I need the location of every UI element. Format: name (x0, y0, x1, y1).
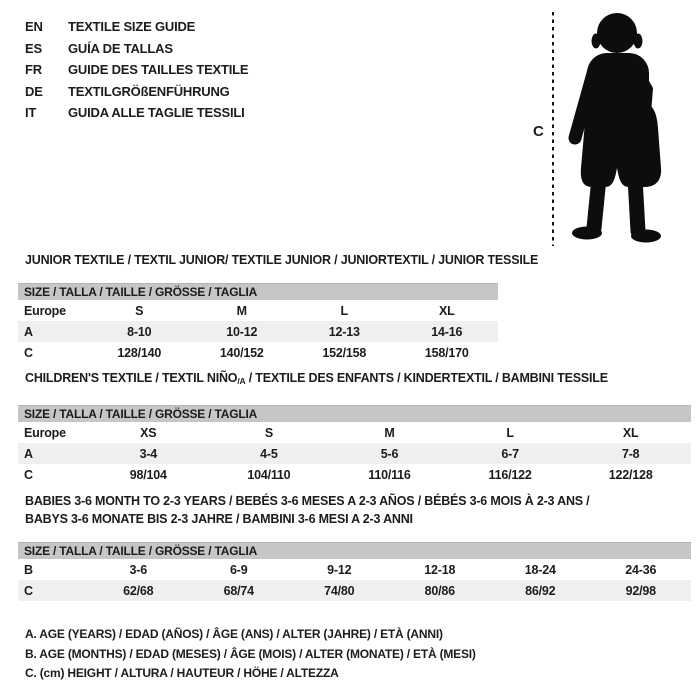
junior-size-table (18, 283, 498, 363)
row-label: Europe (24, 425, 66, 440)
babies-title-line1: BABIES 3-6 MONTH TO 2-3 YEARS / BEBÉS 3-6 MESES A 2-3 AÑOS / BÉBÉS 3-6 MOIS À 2-3 ANS / (25, 494, 590, 508)
language-title: GUIDA ALLE TAGLIE TESSILI (68, 105, 245, 121)
height-cell: 74/80 (324, 583, 355, 598)
row-label: C (24, 467, 33, 482)
table-row-height-cm (18, 464, 691, 485)
age-cell: 3-6 (129, 562, 147, 577)
size-cell: L (506, 425, 514, 440)
table-row-height-cm (18, 580, 691, 601)
legend-age-months: B. AGE (MONTHS) / EDAD (MESES) / ÂGE (MOIS) / ALTER (MONATE) / ETÀ (MESI) (25, 646, 476, 661)
language-code: EN (25, 19, 43, 35)
language-title: GUIDE DES TAILLES TEXTILE (68, 62, 249, 78)
height-cell: 92/98 (625, 583, 656, 598)
age-cell: 12-13 (328, 324, 360, 339)
height-cell: 68/74 (223, 583, 254, 598)
height-cell: 86/92 (525, 583, 556, 598)
language-row-en (25, 16, 248, 38)
language-row-it (25, 102, 248, 124)
age-cell: 7-8 (621, 446, 640, 461)
age-cell: 4-5 (260, 446, 278, 461)
age-cell: 24-36 (625, 562, 657, 577)
babies-size-table (18, 542, 691, 601)
row-label: A (24, 446, 33, 461)
table-row-age-years (18, 321, 498, 342)
height-cell: 152/158 (322, 345, 367, 360)
babies-title-line2: BABYS 3-6 MONATE BIS 2-3 JAHRE / BAMBINI 3-6 MESI A 2-3 ANNI (25, 512, 413, 526)
height-cell: 104/110 (247, 467, 291, 482)
height-cell: 62/68 (123, 583, 154, 598)
age-cell: 6-9 (230, 562, 248, 577)
junior-section-title: JUNIOR TEXTILE / TEXTIL JUNIOR/ TEXTILE JUNIOR / JUNIORTEXTIL / JUNIOR TESSILE (25, 253, 539, 267)
size-header-bar: SIZE / TALLA / TAILLE / GRÖSSE / TAGLIA (18, 542, 691, 559)
babies-section-title (25, 492, 589, 528)
height-dotted-line (552, 12, 554, 246)
size-cell: XL (438, 303, 455, 318)
age-cell: 18-24 (524, 562, 556, 577)
language-code: DE (25, 83, 43, 99)
children-size-table (18, 405, 691, 485)
size-cell: M (236, 303, 247, 318)
age-cell: 5-6 (380, 446, 399, 461)
size-cell: M (384, 425, 395, 440)
row-label: C (24, 583, 33, 598)
language-code: FR (25, 62, 42, 78)
age-cell: 8-10 (127, 324, 152, 339)
language-code: IT (25, 105, 37, 121)
children-title-post: / TEXTILE DES ENFANTS / KINDERTEXTIL / BAMBINI TESSILE (245, 371, 608, 385)
size-cell: S (135, 303, 144, 318)
size-cell: XS (140, 425, 157, 440)
table-row-age-years (18, 443, 691, 464)
age-cell: 6-7 (501, 446, 519, 461)
height-cell: 140/152 (219, 345, 264, 360)
age-cell: 10-12 (226, 324, 258, 339)
height-cell: 128/140 (117, 345, 162, 360)
children-title-pre: CHILDREN'S TEXTILE / TEXTIL NIÑO (25, 371, 238, 385)
children-section-title (25, 371, 608, 386)
toddler-silhouette-image (558, 10, 670, 244)
height-measure-label: C (533, 123, 544, 140)
age-cell: 12-18 (424, 562, 456, 577)
height-cell: 110/116 (368, 467, 411, 482)
size-header-bar: SIZE / TALLA / TAILLE / GRÖSSE / TAGLIA (18, 283, 498, 300)
language-row-fr (25, 59, 248, 81)
age-cell: 9-12 (327, 562, 352, 577)
measure-legend (25, 625, 476, 684)
size-header-bar: SIZE / TALLA / TAILLE / GRÖSSE / TAGLIA (18, 405, 691, 422)
language-row-es (25, 38, 248, 60)
table-row-europe (18, 422, 691, 443)
row-label: C (24, 345, 33, 360)
language-code: ES (25, 40, 42, 56)
size-cell: S (264, 425, 273, 440)
legend-height-cm: C. (cm) HEIGHT / ALTURA / HAUTEUR / HÖHE / ALTEZZA (25, 666, 339, 680)
height-cell: 122/128 (608, 467, 653, 482)
language-title: TEXTILGRÖßENFÜHRUNG (68, 83, 230, 99)
size-cell: XL (622, 425, 639, 440)
children-title-subscript: /A (237, 376, 246, 386)
language-list (25, 16, 248, 124)
age-cell: 14-16 (431, 324, 463, 339)
height-cell: 80/86 (424, 583, 455, 598)
height-cell: 116/122 (488, 467, 532, 482)
language-title: TEXTILE SIZE GUIDE (68, 19, 196, 35)
legend-age-years: A. AGE (YEARS) / EDAD (AÑOS) / ÂGE (ANS) / ALTER (JAHRE) / ETÀ (ANNI) (25, 627, 443, 641)
height-cell: 98/104 (129, 467, 167, 482)
age-cell: 3-4 (139, 446, 158, 461)
table-row-age-months (18, 559, 691, 580)
language-title: GUÍA DE TALLAS (68, 40, 173, 56)
table-row-europe (18, 300, 498, 321)
row-label: B (24, 562, 33, 577)
height-cell: 158/170 (424, 345, 469, 360)
table-row-height-cm (18, 342, 498, 363)
row-label: Europe (24, 303, 66, 318)
row-label: A (24, 324, 33, 339)
size-cell: L (340, 303, 348, 318)
language-row-de (25, 81, 248, 103)
